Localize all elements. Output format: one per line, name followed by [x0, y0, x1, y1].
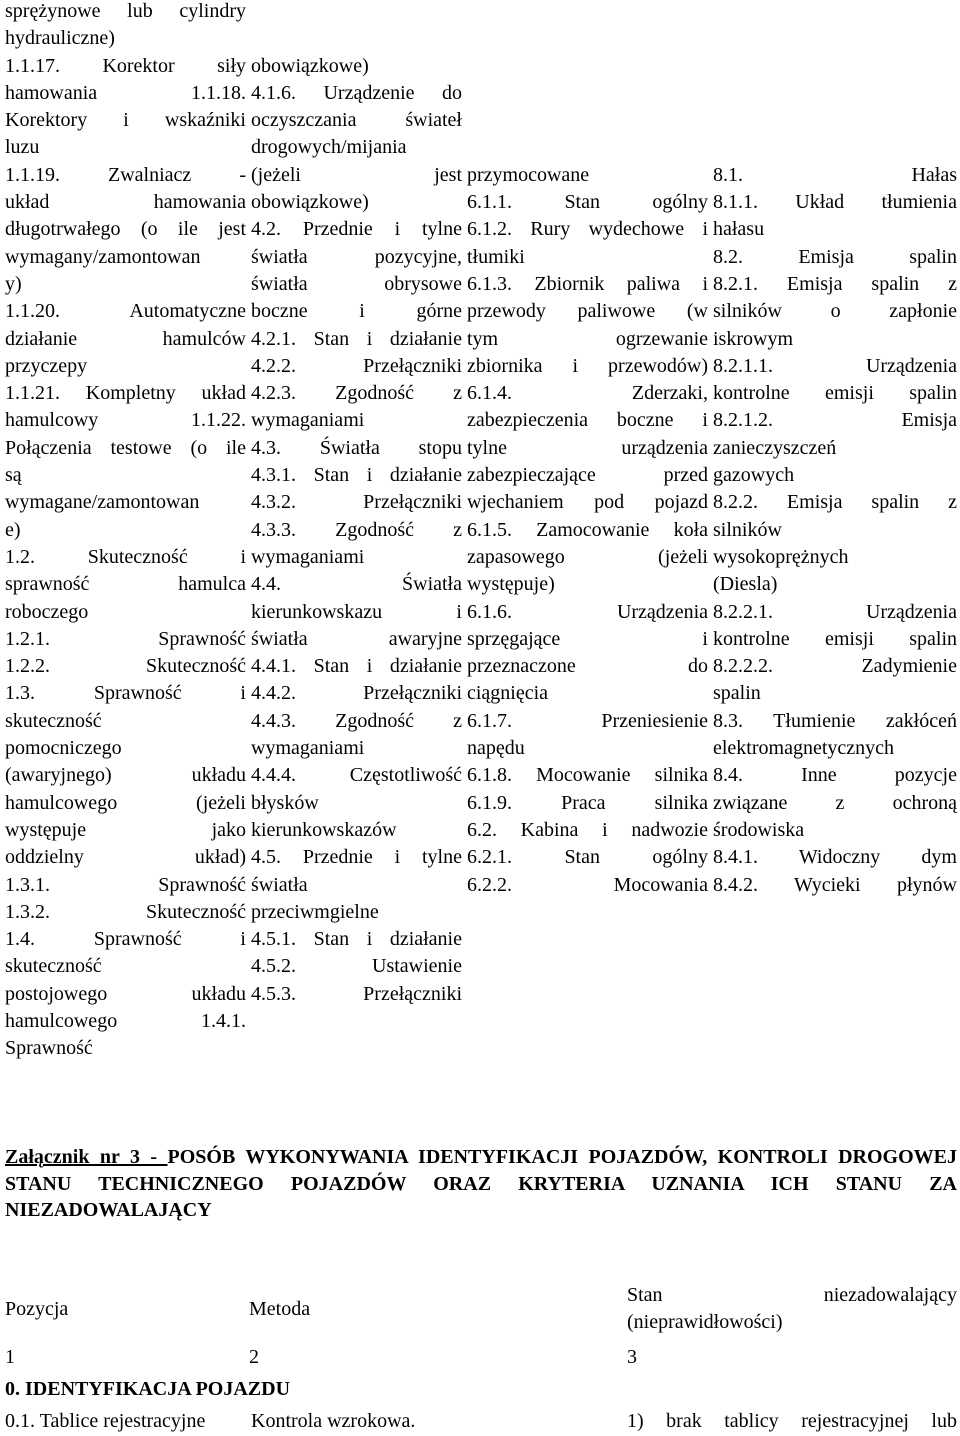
text-line: hamulcowego 1.4.1. — [5, 1009, 246, 1032]
text-column-3 — [467, 0, 708, 1063]
column-number-1: 1 — [5, 1346, 15, 1368]
text-line: 6.1.9. Praca silnika — [467, 791, 708, 814]
text-line: przymocowane — [467, 163, 590, 186]
text-line: wymaganiami — [251, 737, 365, 760]
text-line: 8.2. Emisja spalin — [713, 245, 957, 268]
text-line: 1.3. Sprawność i — [5, 682, 246, 705]
text-line: spalin — [713, 682, 761, 705]
text-line: 6.1.7. Przeniesienie — [467, 709, 708, 732]
annex-title: POSÓB WYKONYWANIA IDENTYFIKACJI POJAZDÓW, KONTROLI DROGOWEJ STANU TECHNICZNEGO POJAZDÓW ORAZ KRYTERIA UZNANIA ICH STANU ZA NIEZADOWALAJĄCY — [5, 1146, 957, 1221]
text-line: 6.2. Kabina i nadwozie — [467, 818, 708, 841]
text-line: luzu — [5, 136, 40, 159]
text-line: tym ogrzewanie — [467, 327, 708, 350]
text-line: 4.3.2. Przełączniki — [251, 491, 462, 514]
text-line — [713, 107, 957, 134]
text-line: przyczepy — [5, 354, 88, 377]
header-stan-line1: Stan niezadowalający — [627, 1284, 957, 1306]
text-line: roboczego — [5, 600, 89, 623]
text-line: 4.5.3. Przełączniki — [251, 982, 462, 1005]
text-line: 4.2.2. Przełączniki — [251, 354, 462, 377]
text-line: 8.4.1. Widoczny dym — [713, 846, 957, 869]
text-line: zabezpieczenia boczne i — [467, 409, 708, 432]
text-line: 6.1.4. Zderzaki, — [467, 382, 708, 405]
text-line: 4.3.1. Stan i działanie — [251, 464, 462, 487]
text-line: sprężynowe lub cylindry — [5, 0, 246, 22]
text-line: 6.1.5. Zamocowanie koła — [467, 518, 708, 541]
text-line — [713, 53, 957, 80]
text-line: wymagany/zamontowan — [5, 245, 201, 268]
text-line: sprzęgające i — [467, 627, 708, 650]
text-line: zbiornika i przewodów) — [467, 354, 708, 377]
text-line: 4.4.1. Stan i działanie — [251, 655, 462, 678]
text-line: są — [5, 464, 22, 487]
text-line: występuje) — [467, 573, 555, 596]
text-line: (Diesla) — [713, 573, 778, 596]
text-line: 8.4.2. Wycieki płynów — [713, 873, 957, 896]
text-line: pomocniczego — [5, 737, 122, 760]
text-line: przewody paliwowe (w — [467, 300, 708, 323]
text-line: iskrowym — [713, 327, 793, 350]
text-line: 1.1.21. Kompletny układ — [5, 382, 246, 405]
text-line: 1.1.19. Zwalniacz - — [5, 163, 246, 186]
text-line: kierunkowskazów — [251, 818, 397, 841]
text-line: światła obrysowe — [251, 272, 462, 295]
text-line: Sprawność — [5, 1037, 93, 1060]
text-line: przeznaczone do — [467, 655, 708, 678]
text-line: 8.2.2. Emisja spalin z — [713, 491, 957, 514]
text-line: boczne i górne — [251, 300, 462, 323]
row-metoda: Kontrola wzrokowa. — [251, 1410, 416, 1432]
text-line: 8.2.1.2. Emisja — [713, 409, 957, 432]
text-line: kierunkowskazu i — [251, 600, 462, 623]
text-line: silników o zapłonie — [713, 300, 957, 323]
text-line: 8.2.2.1. Urządzenia — [713, 600, 957, 623]
text-line — [251, 0, 462, 25]
header-metoda: Metoda — [249, 1298, 311, 1320]
text-line: Połączenia testowe (o ile — [5, 436, 246, 459]
text-line: napędu — [467, 737, 525, 760]
text-line: 6.1.6. Urządzenia — [467, 600, 708, 623]
text-line — [467, 0, 708, 25]
text-line: 4.5.1. Stan i działanie — [251, 928, 462, 951]
text-line: kontrolne emisji spalin — [713, 382, 957, 405]
text-line: skuteczność — [5, 709, 102, 732]
text-line: 6.1.1. Stan ogólny — [467, 191, 708, 214]
text-line: sprawność hamulca — [5, 573, 246, 596]
text-line: 6.1.8. Mocowanie silnika — [467, 764, 708, 787]
text-line: hamowania 1.1.18. — [5, 81, 246, 104]
text-line: 4.2.3. Zgodność z — [251, 382, 462, 405]
text-line — [467, 80, 708, 107]
text-line: błysków — [251, 791, 319, 814]
text-line: ciągnięcia — [467, 682, 549, 705]
text-line: 8.1.1. Układ tłumienia — [713, 191, 957, 214]
text-line: 1.1.17. Korektor siły — [5, 54, 246, 77]
text-line: 8.1. Hałas — [713, 163, 957, 186]
text-line: 8.2.1.1. Urządzenia — [713, 354, 957, 377]
text-line: przeciwmgielne — [251, 900, 379, 923]
text-line: tylne urządzenia — [467, 436, 708, 459]
text-line: 6.2.2. Mocowania — [467, 873, 708, 896]
text-line — [467, 53, 708, 80]
text-line: 4.5. Przednie i tylne — [251, 846, 462, 869]
text-line: 6.2.1. Stan ogólny — [467, 846, 708, 869]
text-line: Korektory i wskaźniki — [5, 109, 246, 132]
text-line: 1.4. Sprawność i — [5, 928, 246, 951]
text-line: zanieczyszczeń — [713, 436, 837, 459]
text-line: obowiązkowe) — [251, 54, 369, 77]
text-column-2 — [251, 0, 462, 1063]
text-line: 4.2.1. Stan i działanie — [251, 327, 462, 350]
text-line — [467, 107, 708, 134]
row-stan: 1) brak tablicy rejestracyjnej lub — [627, 1410, 957, 1432]
text-line: wysokoprężnych — [713, 545, 849, 568]
text-line: 8.4. Inne pozycje — [713, 764, 957, 787]
text-line: 4.4.4. Częstotliwość — [251, 764, 462, 787]
text-line: y) — [5, 272, 22, 295]
text-line: (jeżeli jest — [251, 163, 462, 186]
text-line: 4.4. Światła — [251, 573, 462, 596]
text-line: zabezpieczające przed — [467, 464, 708, 487]
text-line: postojowego układu — [5, 982, 246, 1005]
text-line: 8.3. Tłumienie zakłóceń — [713, 709, 957, 732]
text-line: tłumiki — [467, 245, 525, 268]
text-line — [713, 80, 957, 107]
text-line — [251, 25, 462, 52]
text-line: długotrwałego (o ile jest — [5, 218, 246, 241]
text-line: układ hamowania — [5, 191, 246, 214]
text-line: 8.2.2.2. Zadymienie — [713, 655, 957, 678]
text-line: wymaganiami — [251, 545, 365, 568]
text-line: gazowych — [713, 464, 795, 487]
text-line: skuteczność — [5, 955, 102, 978]
text-line: 4.4.2. Przełączniki — [251, 682, 462, 705]
text-line: światła pozycyjne, — [251, 245, 462, 268]
row-pozycja: 0.1. Tablice rejestracyjne — [5, 1410, 206, 1432]
text-line — [467, 134, 708, 161]
text-line: 1.2.1. Sprawność — [5, 627, 246, 650]
text-line: wymaganiami — [251, 409, 365, 432]
text-line: 4.1.6. Urządzenie do — [251, 81, 462, 104]
column-number-2: 2 — [249, 1346, 259, 1368]
text-line: związane z ochroną — [713, 791, 957, 814]
text-line: wymagane/zamontowan — [5, 491, 200, 514]
table-header-row — [5, 1282, 957, 1337]
text-line: hydrauliczne) — [5, 27, 115, 50]
annex-heading — [5, 1144, 957, 1224]
text-column-1 — [5, 0, 246, 1063]
text-line: 4.5.2. Ustawienie — [251, 955, 462, 978]
text-line: 1.2.2. Skuteczność — [5, 655, 246, 678]
text-line: 6.1.2. Rury wydechowe i — [467, 218, 708, 241]
text-line: 1.2. Skuteczność i — [5, 545, 246, 568]
text-line: 1.3.1. Sprawność — [5, 873, 246, 896]
text-line: elektromagnetycznych — [713, 737, 895, 760]
text-line: e) — [5, 518, 21, 541]
text-line: hamulcowego (jeżeli — [5, 791, 246, 814]
text-line: oczyszczania świateł — [251, 109, 462, 132]
text-line — [713, 25, 957, 52]
text-line — [713, 0, 957, 25]
text-line: 4.3.3. Zgodność z — [251, 518, 462, 541]
text-line: światła — [251, 873, 308, 896]
text-line: hamulcowy 1.1.22. — [5, 409, 246, 432]
text-line: 1.1.20. Automatyczne — [5, 300, 246, 323]
text-line: drogowych/mijania — [251, 136, 407, 159]
text-line: działanie hamulców — [5, 327, 246, 350]
text-line: wjechaniem pod pojazd — [467, 491, 708, 514]
text-line: kontrolne emisji spalin — [713, 627, 957, 650]
text-line: zapasowego (jeżeli — [467, 545, 708, 568]
text-line: (awaryjnego) układu — [5, 764, 246, 787]
column-number-3: 3 — [627, 1346, 637, 1368]
text-line: silników — [713, 518, 782, 541]
text-line: oddzielny układ) — [5, 846, 246, 869]
text-line — [713, 134, 957, 161]
text-line — [467, 25, 708, 52]
four-column-text-block — [5, 0, 957, 1063]
text-line: 8.2.1. Emisja spalin z — [713, 272, 957, 295]
text-line: 6.1.3. Zbiornik paliwa i — [467, 272, 708, 295]
text-line: środowiska — [713, 818, 805, 841]
header-stan-line2: (nieprawidłowości) — [627, 1311, 783, 1334]
header-stan — [627, 1282, 957, 1337]
annex-label: Załącznik nr 3 - — [5, 1146, 168, 1168]
text-column-4 — [713, 0, 957, 1063]
text-line: 4.3. Światła stopu — [251, 436, 462, 459]
text-line: występuje jako — [5, 818, 246, 841]
header-pozycja: Pozycja — [5, 1298, 69, 1320]
text-line: obowiązkowe) — [251, 191, 369, 214]
text-line: 4.2. Przednie i tylne — [251, 218, 462, 241]
text-line: 4.4.3. Zgodność z — [251, 709, 462, 732]
text-line: 1.3.2. Skuteczność — [5, 900, 246, 923]
text-line: hałasu — [713, 218, 765, 241]
table-section-row: 0. IDENTYFIKACJA POJAZDU — [5, 1378, 291, 1400]
text-line: światła awaryjne — [251, 627, 462, 650]
